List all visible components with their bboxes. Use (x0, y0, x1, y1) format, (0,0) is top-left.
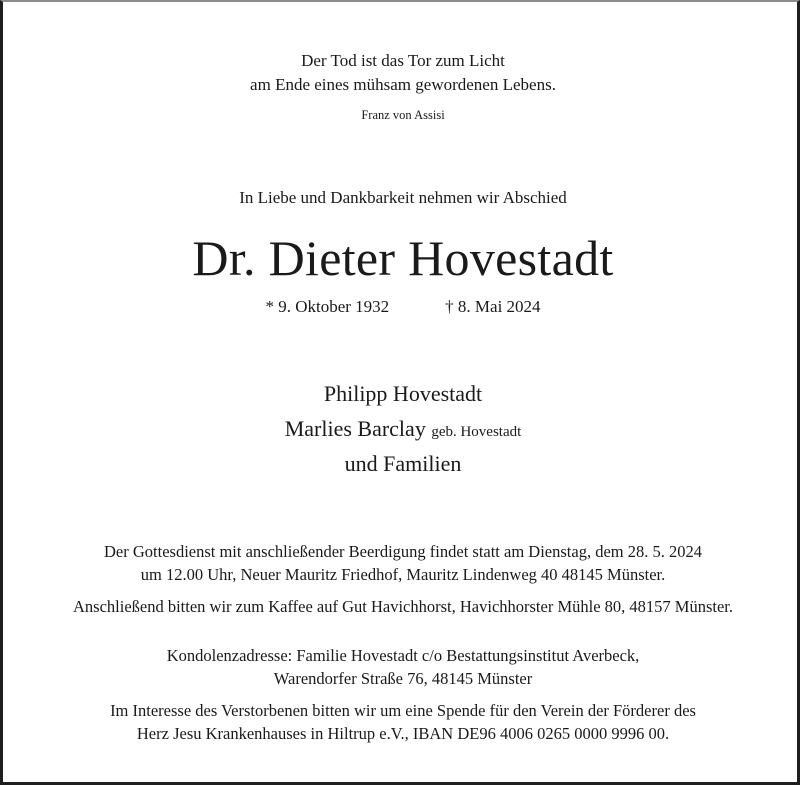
deceased-name: Dr. Dieter Hovestadt (192, 230, 614, 286)
condolence-line-2: Warendorfer Straße 76, 48145 Münster (273, 669, 533, 688)
life-dates (3, 298, 800, 315)
death-date: † 8. Mai 2024 (445, 297, 541, 316)
motto-line-1: Der Tod ist das Tor zum Licht (301, 51, 505, 70)
birth-date: * 9. Oktober 1932 (265, 297, 390, 316)
farewell-intro: In Liebe und Dankbarkeit nehmen wir Abschied (239, 188, 567, 207)
reception-line: Anschließend bitten wir zum Kaffee auf Gut Havichhorst, Havichhorster Mühle 80, 48157 Münster. (73, 597, 733, 616)
mourner-marlies-maiden-name: geb. Hovestadt (431, 424, 522, 440)
mourner-marlies-name: Marlies Barclay (284, 416, 426, 441)
mourner-marlies (3, 418, 800, 440)
mourner-families: und Familien (344, 451, 462, 476)
donation-line-1: Im Interesse des Verstorbenen bitten wir um eine Spende für den Verein der Förderer des (110, 701, 696, 720)
condolence-line-1: Kondolenzadresse: Familie Hovestadt c/o Bestattungsinstitut Averbeck, (166, 646, 640, 665)
donation-line-2: Herz Jesu Krankenhauses in Hiltrup e.V., IBAN DE96 4006 0265 0000 9996 00. (136, 724, 670, 743)
motto-author: Franz von Assisi (361, 108, 445, 122)
service-line-2: um 12.00 Uhr, Neuer Mauritz Friedhof, Mauritz Lindenweg 40 48145 Münster. (140, 565, 666, 584)
service-line-1: Der Gottesdienst mit anschließender Beerdigung findet statt am Dienstag, dem 28. 5. 2024 (104, 542, 702, 561)
motto-line-2: am Ende eines mühsam gewordenen Lebens. (250, 75, 556, 94)
mourner-philipp: Philipp Hovestadt (323, 381, 483, 406)
